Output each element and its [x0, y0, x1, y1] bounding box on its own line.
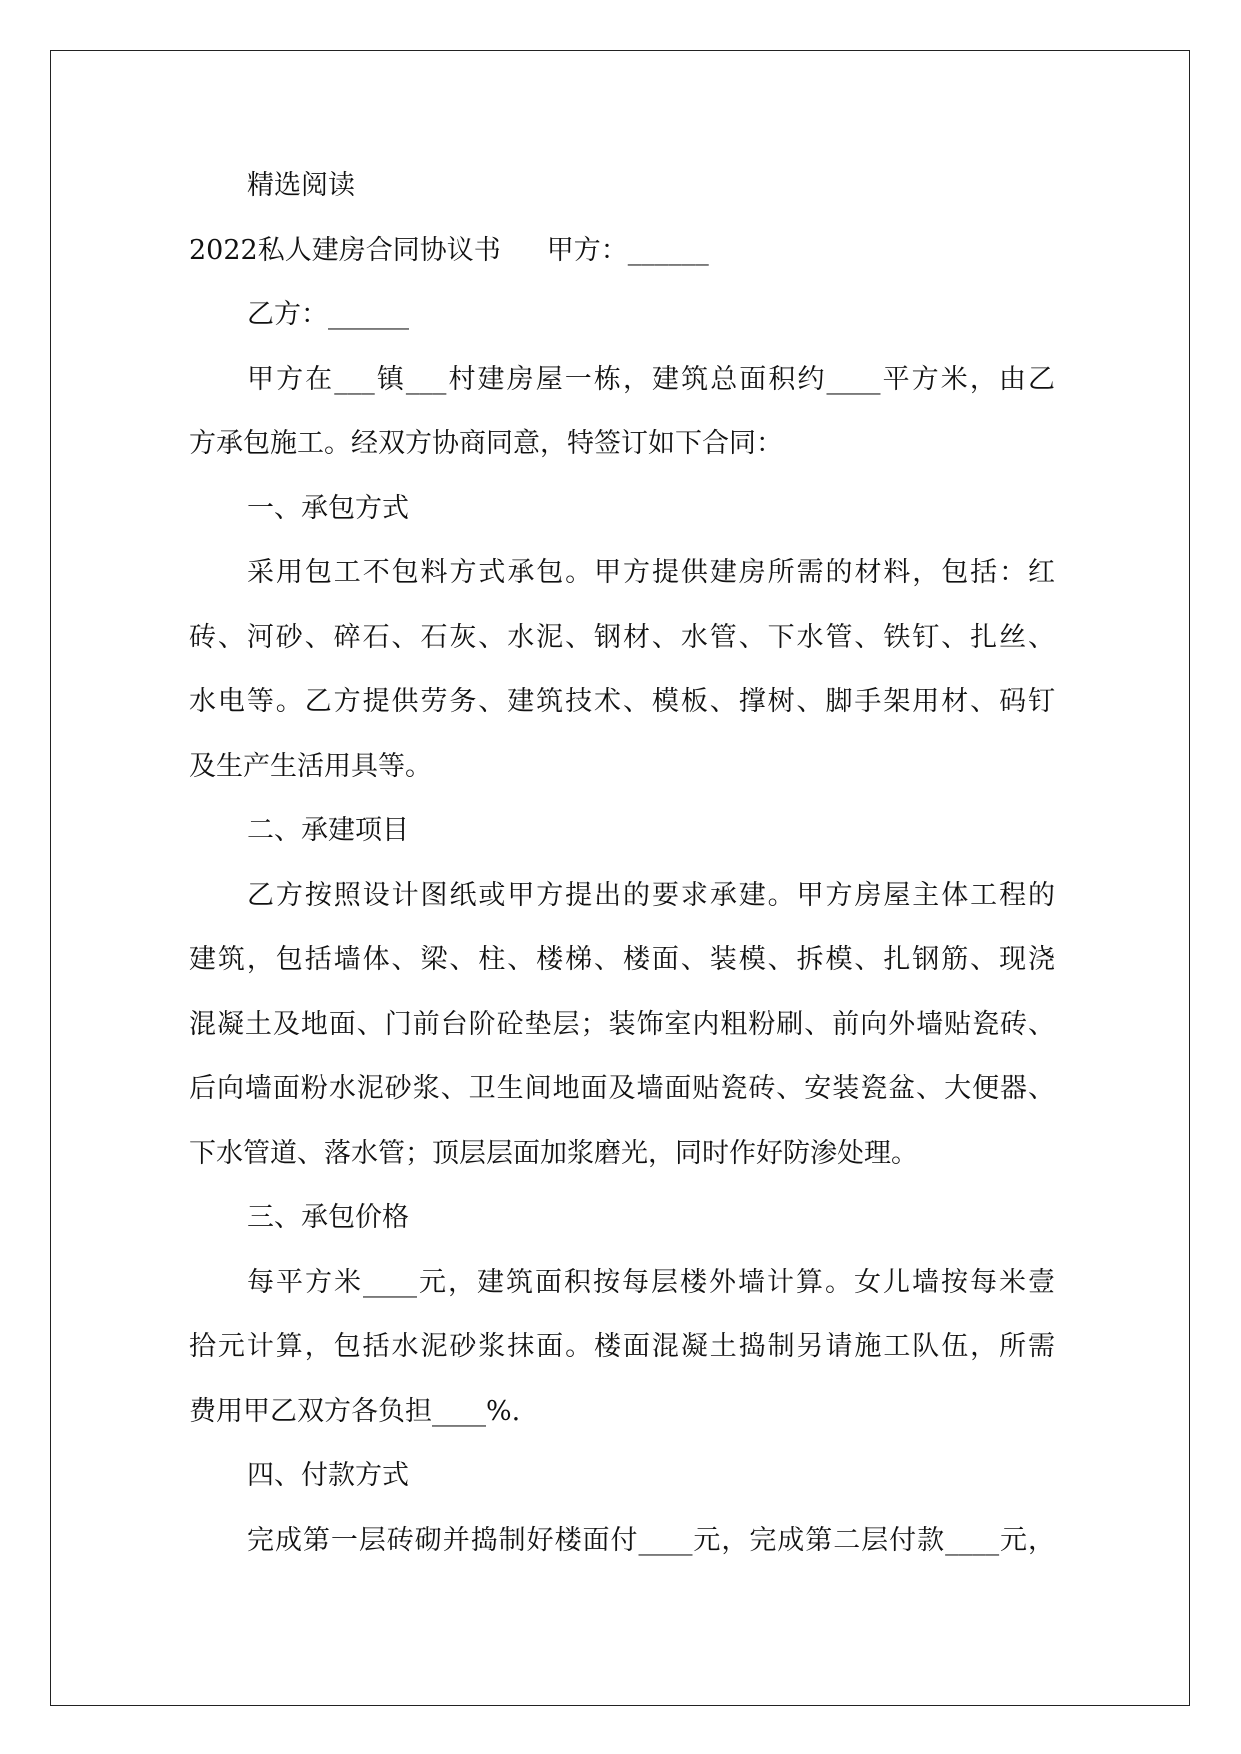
paragraph-line: 费用甲乙双方各负担____%. — [189, 1395, 521, 1427]
paragraph-line: 建筑，包括墙体、梁、柱、楼梯、楼面、装模、拆模、扎钢筋、现浇 — [189, 944, 1055, 975]
paragraph-line: 砖、河砂、碎石、石灰、水泥、钢材、水管、下水管、铁钉、扎丝、 — [189, 621, 1055, 653]
contract-title: 2022私人建房合同协议书 — [189, 234, 501, 266]
contract-title-row — [189, 219, 1055, 284]
paragraph-line: 甲方在___镇___村建房屋一栋，建筑总面积约____平方米，由乙 — [247, 363, 1055, 395]
clause-heading-3: 三、承包价格 — [247, 1202, 409, 1233]
document-body — [189, 154, 1055, 1573]
paragraph-line: 每平方米____元，建筑面积按每层楼外墙计算。女儿墙按每米壹 — [247, 1266, 1055, 1298]
section-heading-featured: 精选阅读 — [247, 170, 355, 201]
clause-heading-2: 二、承建项目 — [247, 815, 409, 846]
paragraph-line: 方承包施工。经双方协商同意，特签订如下合同： — [189, 428, 783, 459]
party-b-field: 乙方：______ — [247, 299, 409, 330]
clause-heading-4: 四、付款方式 — [247, 1460, 409, 1491]
paragraph-line: 水电等。乙方提供劳务、建筑技术、模板、撑树、脚手架用材、码钉 — [189, 686, 1055, 717]
paragraph-line: 乙方按照设计图纸或甲方提出的要求承建。甲方房屋主体工程的 — [247, 879, 1055, 911]
paragraph-line: 下水管道、落水管；顶层层面加浆磨光，同时作好防渗处理。 — [189, 1137, 918, 1169]
party-a-field: 甲方：______ — [546, 234, 709, 266]
paragraph-line: 采用包工不包料方式承包。甲方提供建房所需的材料，包括：红 — [247, 557, 1055, 588]
paragraph-line: 完成第一层砖砌并捣制好楼面付____元，完成第二层付款____元， — [247, 1524, 1055, 1556]
paragraph-line: 及生产生活用具等。 — [189, 750, 432, 782]
clause-heading-1: 一、承包方式 — [247, 492, 409, 524]
paragraph-line: 后向墙面粉水泥砂浆、卫生间地面及墙面贴瓷砖、安装瓷盆、大便器、 — [189, 1073, 1055, 1104]
paragraph-line: 拾元计算，包括水泥砂浆抹面。楼面混凝土捣制另请施工队伍，所需 — [189, 1331, 1055, 1362]
paragraph-line: 混凝土及地面、门前台阶砼垫层；装饰室内粗粉刷、前向外墙贴瓷砖、 — [189, 1008, 1055, 1040]
